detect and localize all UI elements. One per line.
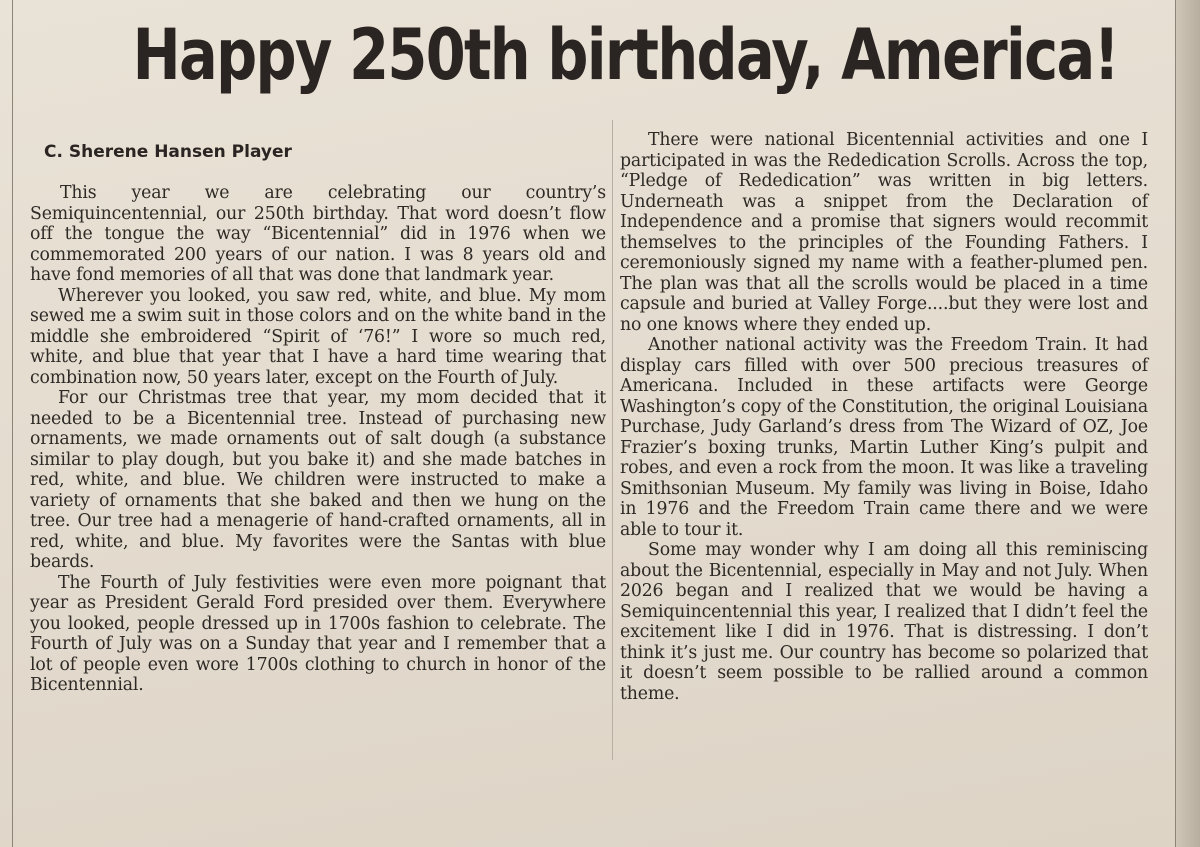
paragraph: For our Christmas tree that year, my mom decided that it needed to be a Bicentennial tree. Instead of purchasing new ornaments, we made ornaments out of salt dough (a substance similar to play dough, but you bake it) and she made batches in red, white, and blue. We children were instructed to make a variety of ornaments that she baked and then we hung on the tree. Our tree had a menagerie of hand-crafted ornaments, all in red, white, and blue. My favorites were the Santas with blue beards. bbox=[30, 388, 606, 572]
paragraph: Wherever you looked, you saw red, white, and blue. My mom sewed me a swim suit in those colors and on the white band in the middle she embroidered “Spirit of ‘76!” I wore so much red, white, and blue that year that I have a hard time wearing that combination now, 50 years later, except on the Fourth of July. bbox=[30, 285, 606, 388]
right-column bbox=[620, 130, 1148, 704]
left-column bbox=[30, 183, 606, 696]
article-headline: Happy 250th birthday, America! bbox=[132, 14, 1119, 96]
paragraph: There were national Bicentennial activities and one I participated in was the Rededication Scrolls. Across the top, “Pledge of Rededication” was written in big letters. Underneath was a snippet from the Declaration of Independence and a promise that signers would recommit themselves to the principles of the Founding Fathers. I ceremoniously signed my name with a feather-plumed pen. The plan was that all the scrolls would be placed in a time capsule and buried at Valley Forge....but they were lost and no one knows where they ended up. bbox=[620, 130, 1148, 335]
article-byline: C. Sherene Hansen Player bbox=[44, 142, 292, 162]
paragraph: The Fourth of July festivities were even more poignant that year as President Gerald Ford presided over them. Everywhere you looked, people dressed up in 1700s fashion to celebrate. The Fourth of July was on a Sunday that year and I remember that a lot of people even wore 1700s clothing to church in honor of the Bicentennial. bbox=[30, 572, 606, 695]
left-margin-rule bbox=[12, 0, 13, 847]
paragraph: Another national activity was the Freedom Train. It had display cars filled with over 500 precious treasures of Americana. Included in these artifacts were George Washington’s copy of the Constitution, the original Louisiana Purchase, Judy Garland’s dress from The Wizard of OZ, Joe Frazier’s boxing trunks, Martin Luther King’s pulpit and robes, and even a rock from the moon. It was like a traveling Smithsonian Museum. My family was living in Boise, Idaho in 1976 and the Freedom Train came there and we were able to tour it. bbox=[620, 335, 1148, 540]
column-divider bbox=[612, 120, 613, 760]
paragraph: This year we are celebrating our country’s Semiquincentennial, our 250th birthday. That word doesn’t flow off the tongue the way “Bicentennial” did in 1976 when we commemorated 200 years of our nation. I was 8 years old and have fond memories of all that was done that landmark year. bbox=[30, 183, 606, 285]
paragraph: Some may wonder why I am doing all this reminiscing about the Bicentennial, especially in May and not July. When 2026 began and I realized that we would be having a Semiquincentennial this year, I realized that I didn’t feel the excitement like I did in 1976. That is distressing. I don’t think it’s just me. Our country has become so polarized that it doesn’t seem possible to be rallied around a common theme. bbox=[620, 540, 1148, 704]
page-edge-shadow bbox=[1176, 0, 1200, 847]
